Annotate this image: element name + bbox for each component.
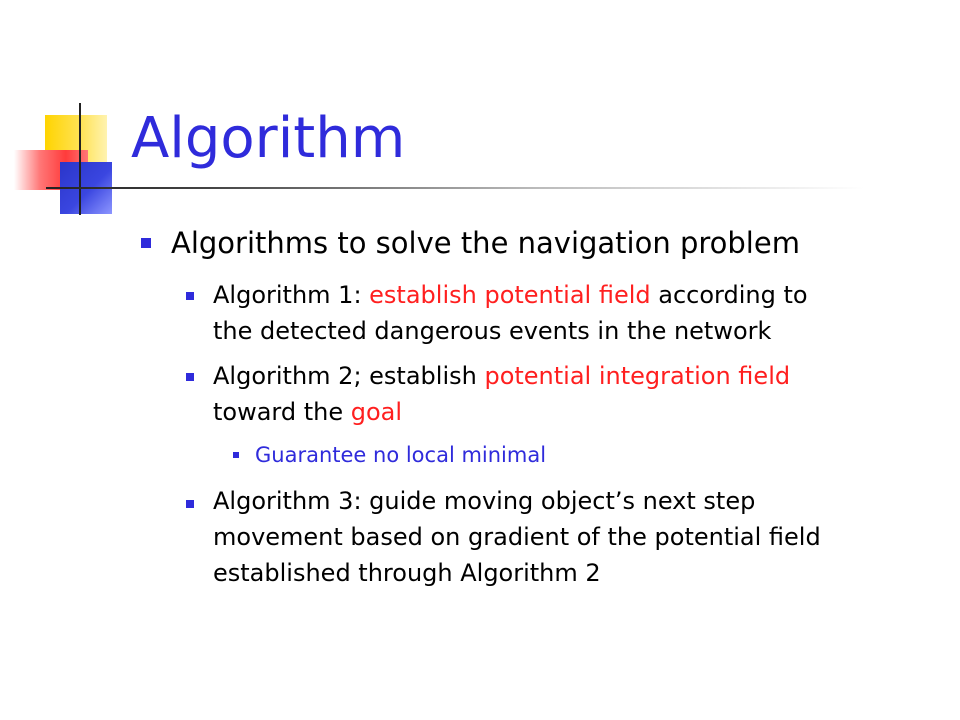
algorithm-2-highlight-goal: goal <box>350 398 403 426</box>
main-point: Algorithms to solve the navigation problem <box>171 226 800 260</box>
algorithm-1-suffix: according to <box>650 281 808 309</box>
algorithm-2-prefix: Algorithm 2; establish <box>213 362 485 390</box>
algorithm-3-line-2: movement based on gradient of the potential field <box>213 523 821 551</box>
bullet-square-icon <box>141 238 151 248</box>
algorithm-2-item <box>213 358 933 430</box>
algorithm-3-line-3: established through Algorithm 2 <box>213 559 601 587</box>
algorithm-1-line-2: the detected dangerous events in the network <box>213 317 772 345</box>
algorithm-1-prefix: Algorithm 1: <box>213 281 370 309</box>
bullet-square-icon <box>233 452 239 458</box>
bullet-square-icon <box>186 500 194 508</box>
algorithm-2-sub-point: Guarantee no local minimal <box>255 443 547 467</box>
algorithm-1-line-1 <box>213 277 933 313</box>
algorithm-1-highlight: establish potential field <box>369 281 651 309</box>
algorithm-3-item <box>213 483 933 591</box>
algorithm-2-line-2-prefix: toward the <box>213 398 351 426</box>
algorithm-2-highlight-field: potential integration field <box>484 362 791 390</box>
bullet-square-icon <box>186 292 194 300</box>
algorithm-2-line-1 <box>213 358 933 394</box>
algorithm-3-line-1: Algorithm 3: guide moving object’s next step <box>213 487 756 515</box>
algorithm-2-line-2 <box>213 394 933 430</box>
algorithm-1-item <box>213 277 933 349</box>
slide-title: Algorithm <box>131 106 406 171</box>
bullet-square-icon <box>186 373 194 381</box>
